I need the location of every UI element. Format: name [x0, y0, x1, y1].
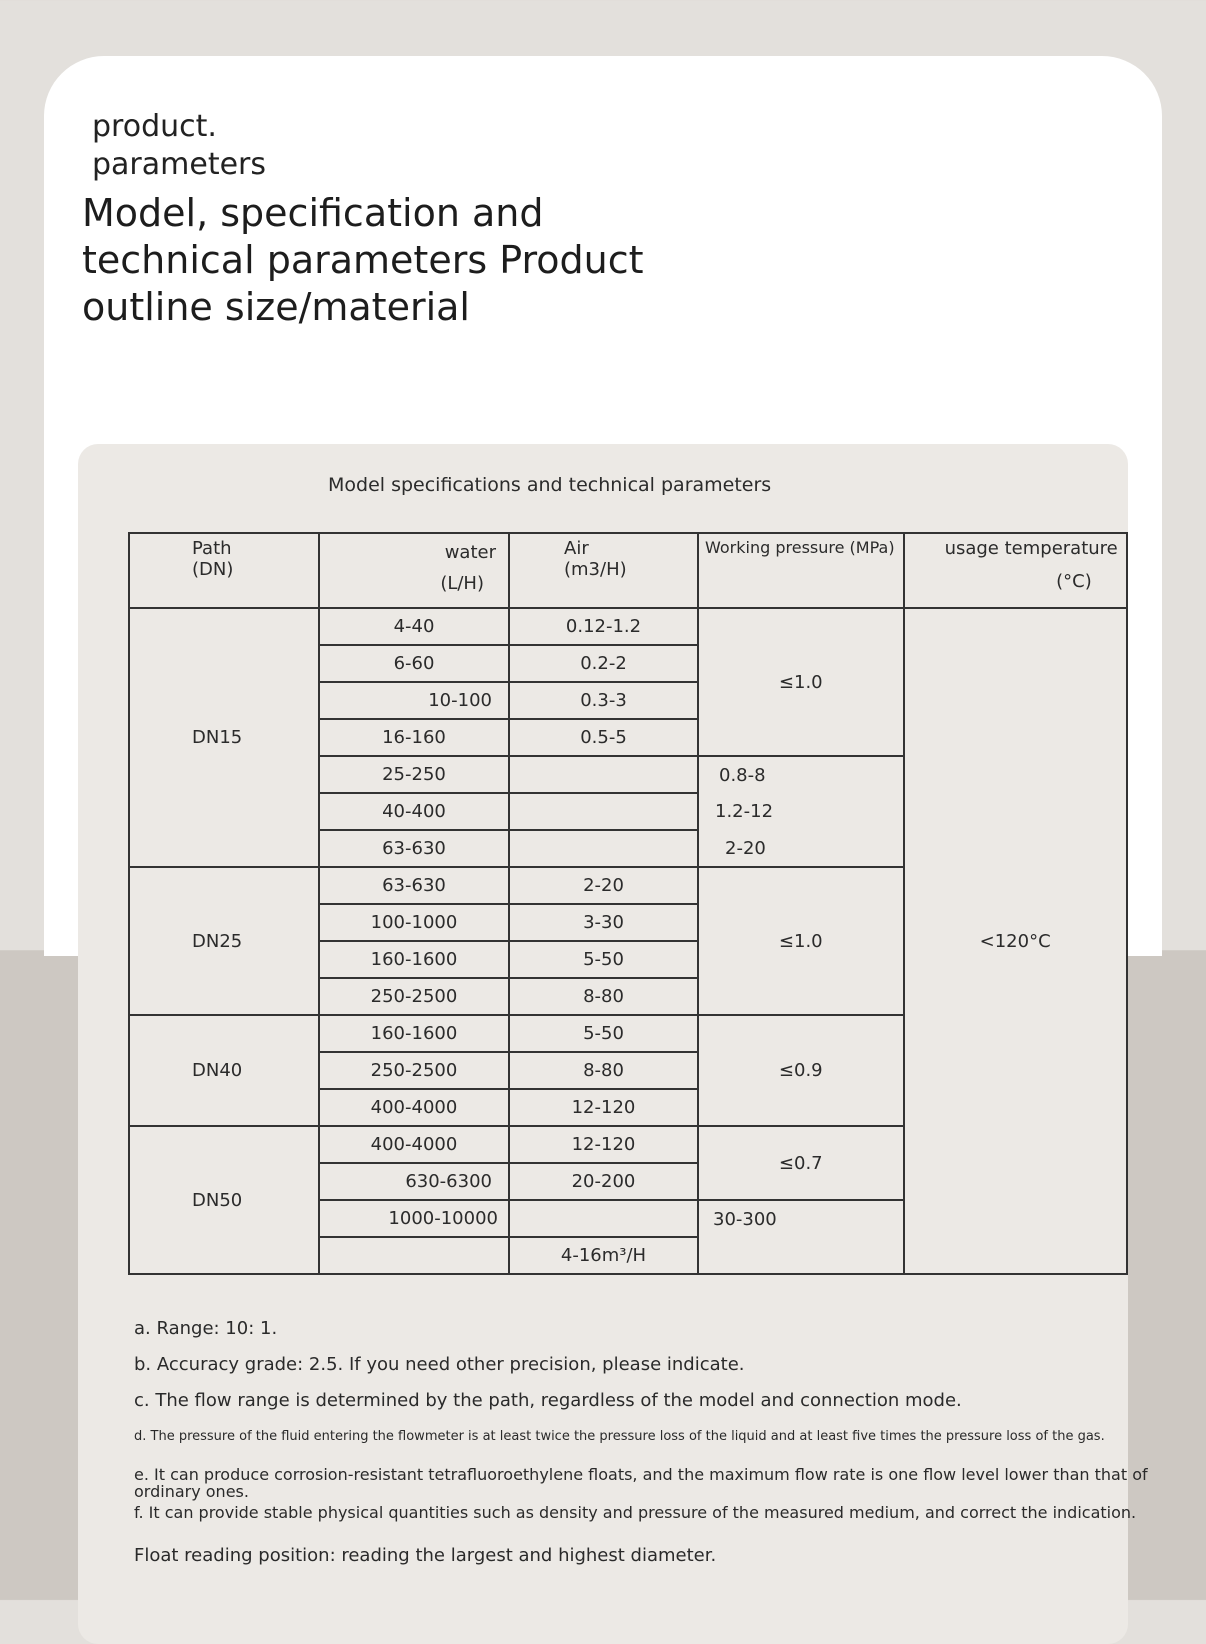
air-cell: 0.3-3: [509, 682, 698, 719]
note-item: c. The flow range is determined by the path, regardless of the model and connection mode.: [134, 1390, 962, 1411]
path-cell-dn50: DN50: [129, 1126, 319, 1274]
water-cell: 16-160: [319, 719, 509, 756]
header-temperature-unit: (°C): [1056, 571, 1092, 592]
air-cell: 0.2-2: [509, 645, 698, 682]
section-label-line1: product.: [92, 109, 217, 144]
header-temperature: [904, 533, 1127, 608]
air-cell: 0.5-5: [509, 719, 698, 756]
pressure-cell-dn50: ≤0.7: [698, 1126, 904, 1200]
page-title-line1: Model, specification and: [82, 191, 544, 235]
extra-cell: 0.8-8: [698, 756, 904, 793]
header-pressure: [698, 533, 904, 608]
water-cell: 400-4000: [319, 1089, 509, 1126]
air-cell: 3-30: [509, 904, 698, 941]
water-cell: 160-1600: [319, 941, 509, 978]
header-water-unit: (L/H): [440, 573, 484, 594]
page-title-line3: outline size/material: [82, 285, 470, 329]
water-cell: 630-6300: [319, 1163, 509, 1200]
header-air-label: Air: [564, 538, 589, 559]
air-cell: 8-80: [509, 978, 698, 1015]
pressure-cell-dn15: ≤1.0: [698, 608, 904, 756]
air-cell: 4-16m³/H: [509, 1237, 698, 1274]
water-cell: [319, 1237, 509, 1274]
note-item: Float reading position: reading the largest and highest diameter.: [134, 1545, 717, 1566]
water-cell: 25-250: [319, 756, 509, 793]
path-cell-dn15: DN15: [129, 608, 319, 867]
path-cell-dn40: DN40: [129, 1015, 319, 1126]
pressure-cell-dn25: ≤1.0: [698, 867, 904, 1015]
water-cell: 160-1600: [319, 1015, 509, 1052]
page-title-line2: technical parameters Product: [82, 238, 644, 282]
water-cell: 100-1000: [319, 904, 509, 941]
water-cell: 250-2500: [319, 978, 509, 1015]
air-cell: 2-20: [509, 867, 698, 904]
air-cell: 8-80: [509, 1052, 698, 1089]
air-cell: 20-200: [509, 1163, 698, 1200]
air-cell: 5-50: [509, 941, 698, 978]
air-cell: [509, 756, 698, 793]
air-cell: 5-50: [509, 1015, 698, 1052]
water-cell: 400-4000: [319, 1126, 509, 1163]
water-cell: 4-40: [319, 608, 509, 645]
note-item: e. It can produce corrosion-resistant tetrafluoroethylene floats, and the maximum flow rate is one flow level lower than that of ordinary ones.: [134, 1465, 1148, 1501]
header-air-unit: (m3/H): [564, 559, 627, 580]
path-cell-dn25: DN25: [129, 867, 319, 1015]
header-path: [129, 533, 319, 608]
air-cell: 0.12-1.2: [509, 608, 698, 645]
note-item: b. Accuracy grade: 2.5. If you need other precision, please indicate.: [134, 1354, 745, 1375]
header-temperature-label: usage temperature: [944, 538, 1118, 559]
table-title: Model specifications and technical parameters: [328, 474, 772, 496]
note-item: d. The pressure of the fluid entering the flowmeter is at least twice the pressure loss of the liquid and at least five times the pressure loss of the gas.: [134, 1429, 1105, 1444]
water-cell: 10-100: [319, 682, 509, 719]
extra-cell: 30-300: [698, 1200, 904, 1237]
extra-cell: 2-20: [698, 830, 904, 867]
water-cell: 40-400: [319, 793, 509, 830]
header-path-label: Path: [192, 538, 232, 559]
water-cell: 6-60: [319, 645, 509, 682]
air-cell: [509, 1200, 698, 1237]
water-cell: 63-630: [319, 830, 509, 867]
air-cell: 12-120: [509, 1126, 698, 1163]
extra-cell: [698, 1237, 904, 1274]
header-pressure-label: Working pressure (MPa): [705, 538, 895, 557]
note-item: a. Range: 10: 1.: [134, 1318, 278, 1339]
table-row: [129, 608, 1127, 645]
header-air: [509, 533, 698, 608]
air-cell: [509, 830, 698, 867]
page-title: [82, 190, 722, 331]
note-item: f. It can provide stable physical quantities such as density and pressure of the measured medium, and correct the indication.: [134, 1503, 1137, 1522]
header-water: [319, 533, 509, 608]
temperature-cell: <120°C: [904, 608, 1127, 1274]
water-cell: 250-2500: [319, 1052, 509, 1089]
extra-cell: 1.2-12: [698, 793, 904, 830]
header-path-unit: (DN): [192, 559, 234, 580]
air-cell: [509, 793, 698, 830]
header-water-label: water: [444, 542, 496, 563]
water-cell: 1000-10000: [319, 1200, 509, 1237]
table-header-row: [129, 533, 1127, 608]
section-label: [92, 108, 266, 184]
section-label-line2: parameters: [92, 147, 267, 182]
spec-table: [128, 532, 1128, 1275]
pressure-cell-dn40: ≤0.9: [698, 1015, 904, 1126]
notes-list: [134, 1318, 1174, 1581]
air-cell: 12-120: [509, 1089, 698, 1126]
water-cell: 63-630: [319, 867, 509, 904]
